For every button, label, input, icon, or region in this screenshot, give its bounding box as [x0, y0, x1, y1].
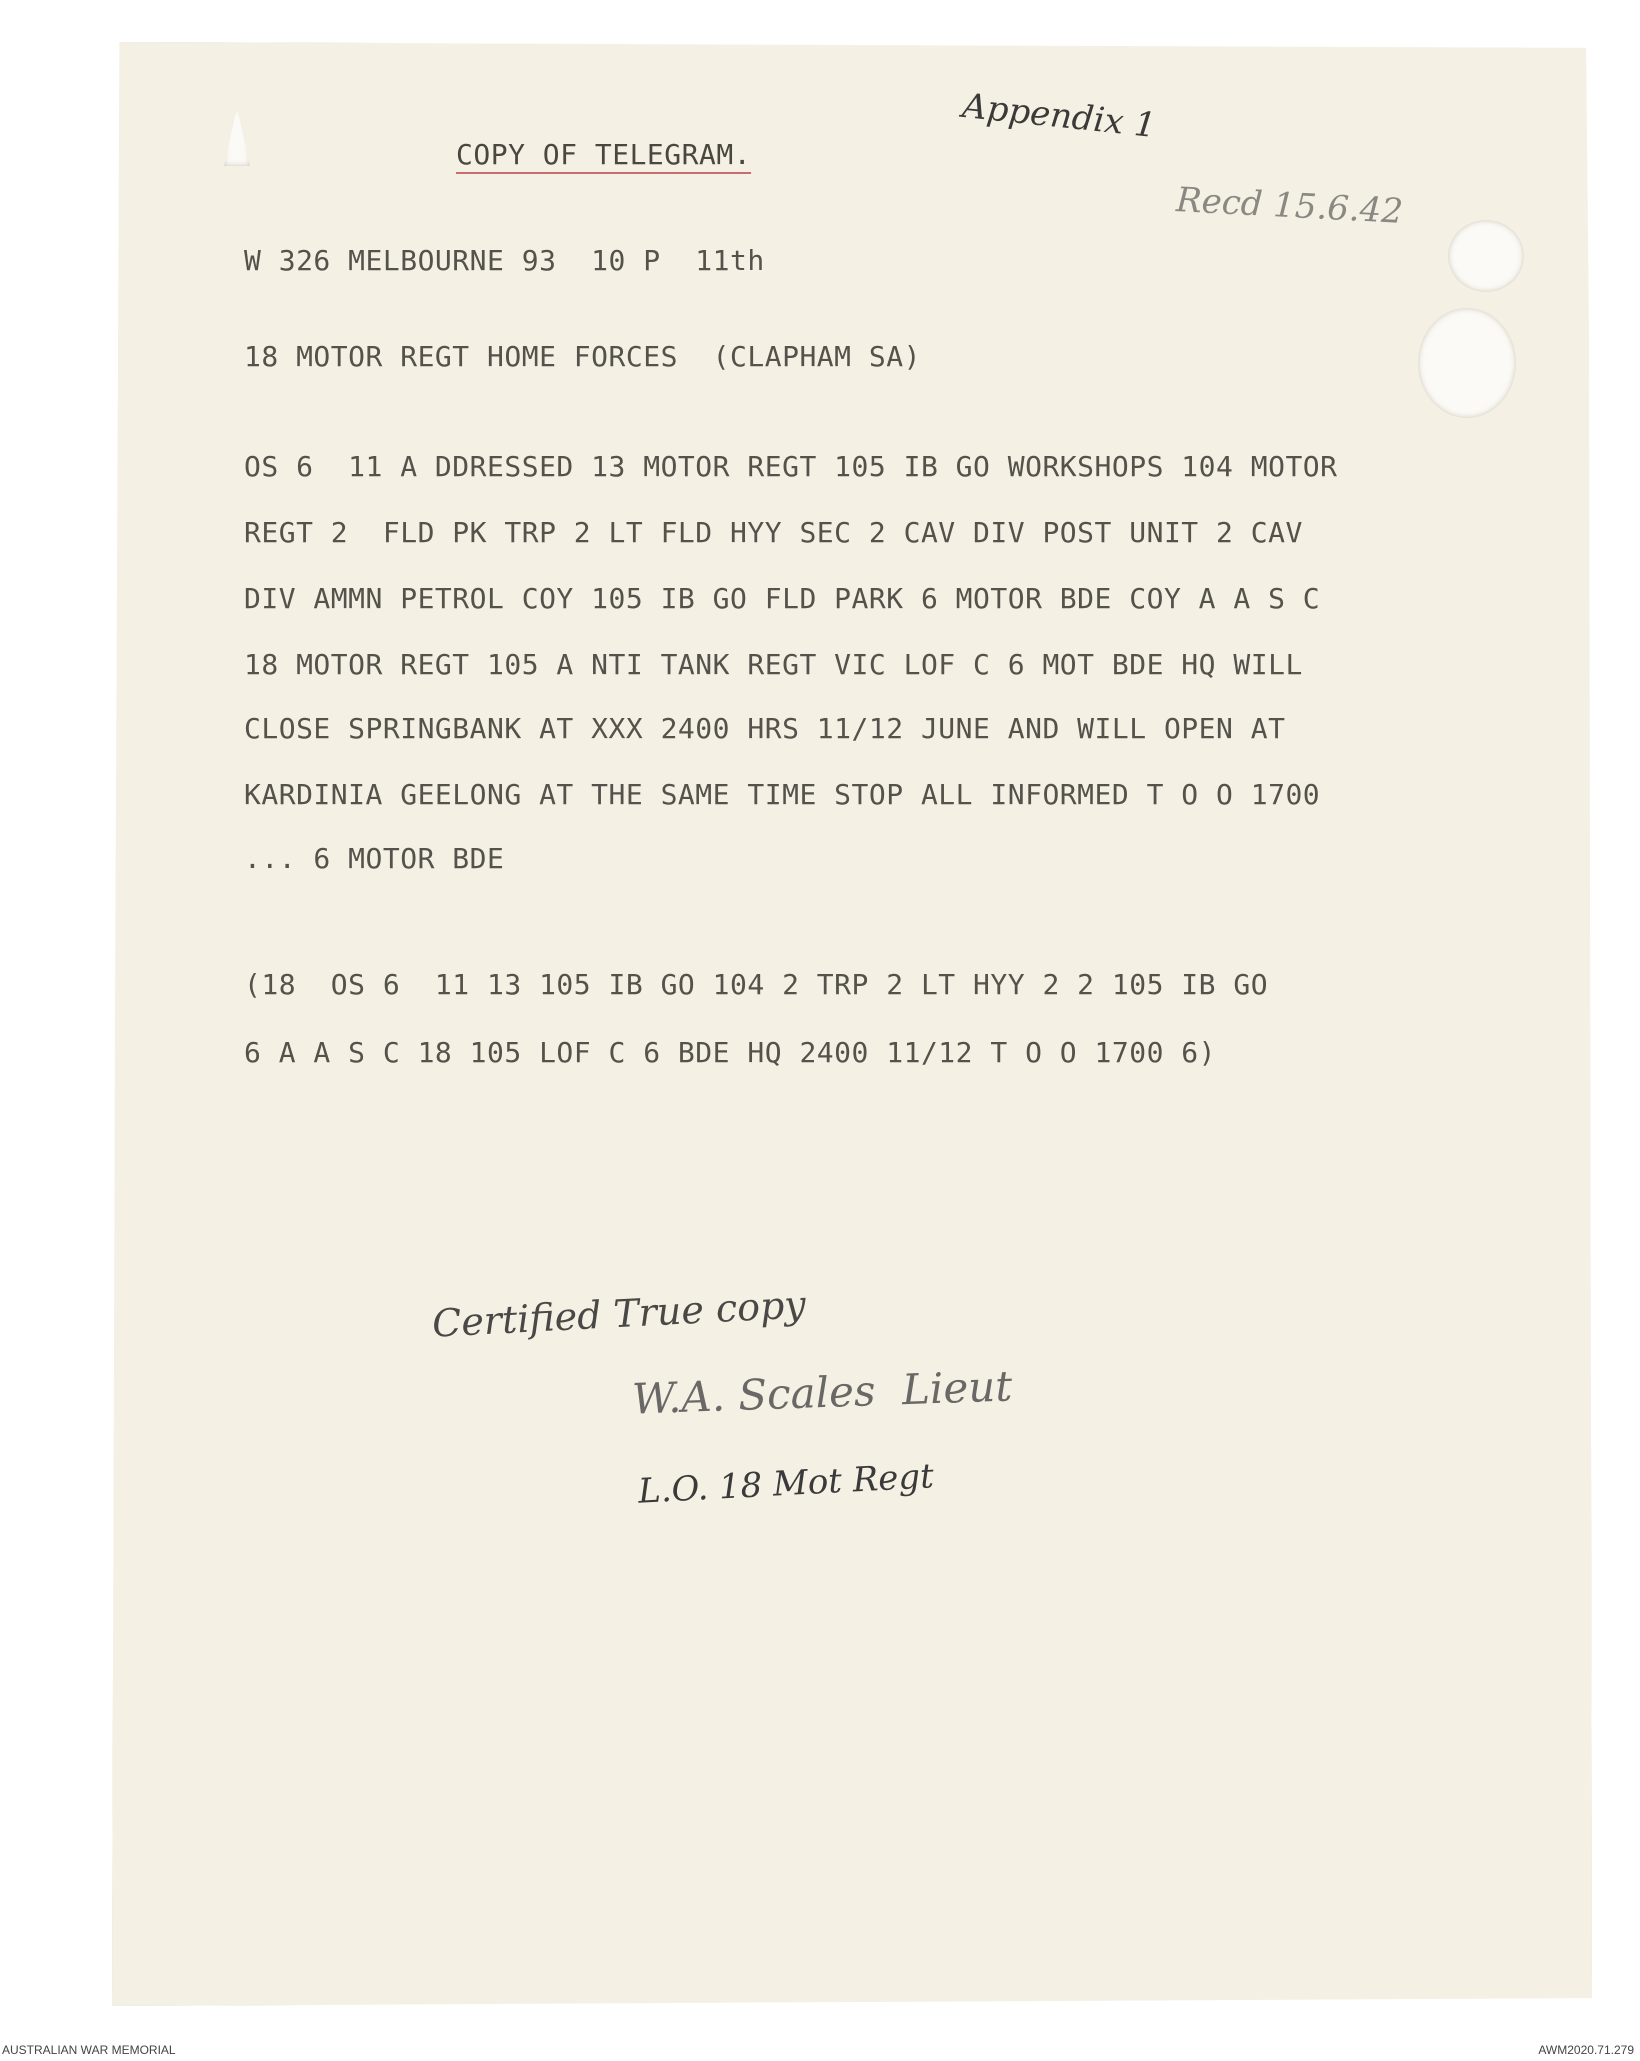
paper-tear-right-upper [1448, 220, 1524, 292]
telegram-body-line: OS 6 11 A DDRESSED 13 MOTOR REGT 105 IB GO WORKSHOPS 104 MOTOR [244, 450, 1338, 483]
telegram-body-line: 18 MOTOR REGT 105 A NTI TANK REGT VIC LOF C 6 MOT BDE HQ WILL [244, 648, 1303, 681]
handwritten-signature: W.A. Scales Lieut [631, 1361, 1013, 1424]
paper-tear-right-lower [1418, 308, 1516, 418]
telegram-body-line: DIV AMMN PETROL COY 105 IB GO FLD PARK 6 MOTOR BDE COY A A S C [244, 582, 1321, 615]
handwritten-certified-note: Certified True copy [431, 1282, 807, 1346]
telegram-check-line: (18 OS 6 11 13 105 IB GO 104 2 TRP 2 LT HYY 2 2 105 IB GO [244, 968, 1269, 1001]
handwritten-appendix-note: Appendix 1 [960, 85, 1158, 147]
telegram-body-line: REGT 2 FLD PK TRP 2 LT FLD HYY SEC 2 CAV DIV POST UNIT 2 CAV [244, 516, 1303, 549]
telegram-body-line: ... 6 MOTOR BDE [244, 842, 505, 875]
handwritten-officer-unit: L.O. 18 Mot Regt [637, 1456, 935, 1512]
telegram-body-line: KARDINIA GEELONG AT THE SAME TIME STOP ALL INFORMED T O O 1700 [244, 778, 1321, 811]
telegram-header-line: W 326 MELBOURNE 93 10 P 11th [244, 244, 765, 277]
telegram-check-line: 6 A A S C 18 105 LOF C 6 BDE HQ 2400 11/12 T O O 1700 6) [244, 1036, 1217, 1069]
telegram-body-line: CLOSE SPRINGBANK AT XXX 2400 HRS 11/12 JUNE AND WILL OPEN AT [244, 712, 1286, 745]
handwritten-received-date: Recd 15.6.42 [1175, 180, 1405, 232]
telegram-address-line: 18 MOTOR REGT HOME FORCES (CLAPHAM SA) [244, 340, 921, 373]
telegram-paper [112, 42, 1592, 2006]
footer-accession-number: AWM2020.71.279 [1538, 2043, 1634, 2057]
footer-institution: AUSTRALIAN WAR MEMORIAL [2, 2043, 176, 2057]
document-title: COPY OF TELEGRAM. [456, 138, 752, 171]
